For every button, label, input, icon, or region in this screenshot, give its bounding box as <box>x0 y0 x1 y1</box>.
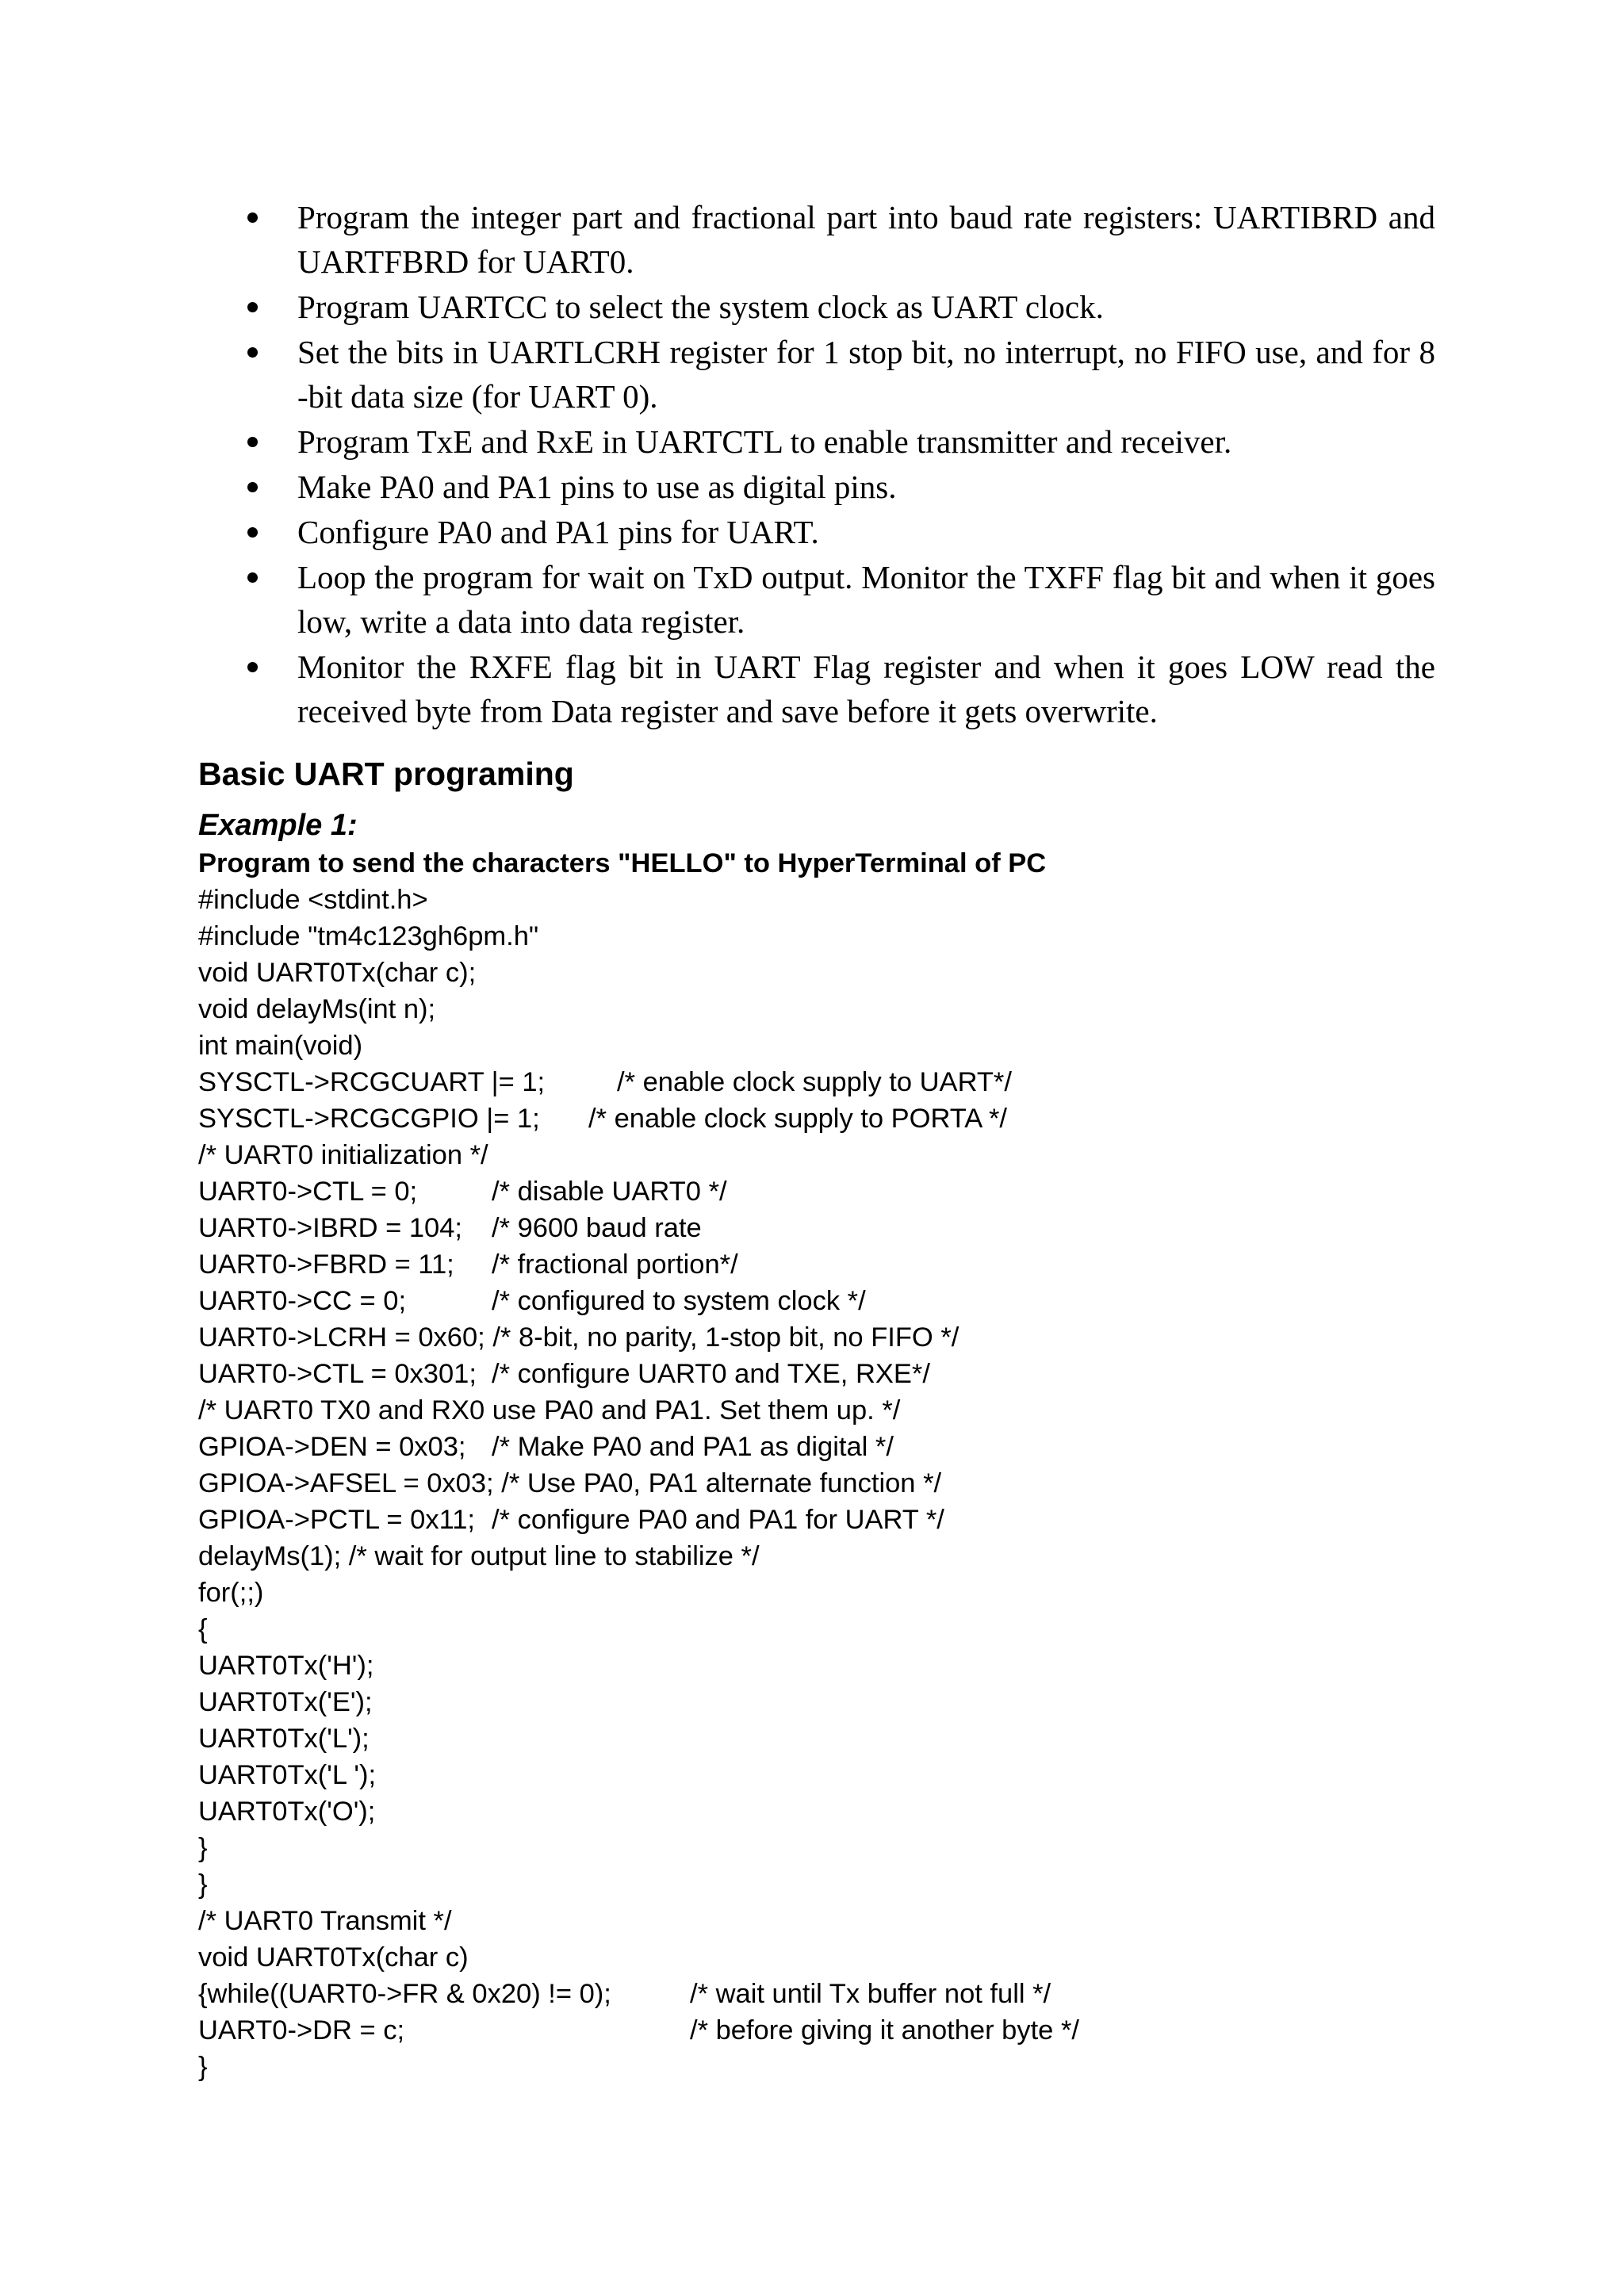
code-text: UART0->IBRD = 104; <box>198 1213 463 1243</box>
bullet-dot-icon <box>247 482 258 492</box>
code-text: UART0->CC = 0; <box>198 1286 407 1316</box>
code-text: } <box>198 1833 208 1863</box>
code-line <box>198 882 1046 918</box>
code-line <box>198 1903 1046 1939</box>
bullet-item <box>198 330 1435 419</box>
code-line <box>198 955 1046 991</box>
code-text: void delayMs(int n); <box>198 994 436 1024</box>
code-line <box>198 1173 1046 1210</box>
code-comment: /* disable UART0 */ <box>492 1177 727 1207</box>
code-text: UART0Tx('E'); <box>198 1687 373 1717</box>
code-text: UART0Tx('O'); <box>198 1797 376 1827</box>
code-text: #include "tm4c123gh6pm.h" <box>198 921 539 951</box>
code-line <box>198 1939 1046 1976</box>
code-text: GPIOA->PCTL = 0x11; <box>198 1505 475 1535</box>
code-text: SYSCTL->RCGCGPIO |= 1; <box>198 1104 540 1134</box>
section-heading: Basic UART programing <box>198 756 574 792</box>
code-text: #include <stdint.h> <box>198 885 428 915</box>
bullet-dot-icon <box>247 347 258 358</box>
code-line <box>198 918 1046 955</box>
code-text: { <box>198 1614 208 1644</box>
code-line <box>198 1976 1051 2012</box>
bullet-text: Make PA0 and PA1 pins to use as digital pins. <box>297 469 897 505</box>
code-text: void UART0Tx(char c) <box>198 1942 469 1973</box>
bullet-dot-icon <box>247 302 258 312</box>
code-text: Program to send the characters "HELLO" to HyperTerminal of PC <box>198 848 1047 878</box>
code-line <box>198 1502 1046 1538</box>
bullet-item <box>198 419 1435 464</box>
code-line <box>198 1210 1046 1246</box>
bullet-text: Loop the program for wait on TxD output. Monitor the TXFF flag bit and when it goes low, write a data into data register. <box>297 559 1435 640</box>
code-comment: /* 9600 baud rate <box>492 1213 702 1243</box>
code-comment: /* wait until Tx buffer not full */ <box>690 1979 1051 2009</box>
code-text: /* UART0 initialization */ <box>198 1140 488 1170</box>
code-line <box>198 1830 1046 1866</box>
code-line <box>198 1793 1046 1830</box>
code-line <box>198 1246 1046 1283</box>
code-line <box>198 2012 1079 2049</box>
bullet-dot-icon <box>247 572 258 583</box>
code-line <box>198 1429 1046 1465</box>
bullet-item <box>198 195 1435 284</box>
bullet-item <box>198 465 1435 509</box>
code-text: } <box>198 2052 208 2082</box>
code-comment: /* before giving it another byte */ <box>690 2015 1079 2045</box>
code-line <box>198 1575 1046 1611</box>
code-text: /* UART0 Transmit */ <box>198 1906 452 1936</box>
code-text: void UART0Tx(char c); <box>198 958 477 988</box>
code-listing <box>198 845 1079 2085</box>
code-line <box>198 1319 1046 1356</box>
code-text: } <box>198 1869 208 1900</box>
code-text: /* UART0 TX0 and RX0 use PA0 and PA1. Set them up. */ <box>198 1395 901 1425</box>
code-comment: /* configure PA0 and PA1 for UART */ <box>492 1505 944 1535</box>
code-line <box>198 1757 1046 1793</box>
bullet-text: Program the integer part and fractional part into baud rate registers: UARTIBRD and UARTFBRD for UART0. <box>297 199 1435 280</box>
code-line <box>198 1392 1046 1429</box>
code-line <box>198 1611 1046 1647</box>
bullet-text: Set the bits in UARTLCRH register for 1 stop bit, no interrupt, no FIFO use, and for 8 -bit data size (for UART 0). <box>297 334 1435 415</box>
code-comment: /* configured to system clock */ <box>492 1286 866 1316</box>
code-line <box>198 1538 1046 1575</box>
code-comment: /* Make PA0 and PA1 as digital */ <box>492 1432 894 1462</box>
code-text: GPIOA->AFSEL = 0x03; /* Use PA0, PA1 alternate function */ <box>198 1468 942 1498</box>
code-line <box>198 1283 1046 1319</box>
code-line <box>198 2049 1046 2085</box>
bullet-text: Program UARTCC to select the system clock as UART clock. <box>297 289 1104 325</box>
code-text: UART0->FBRD = 11; <box>198 1249 454 1280</box>
code-line <box>198 1137 1046 1173</box>
code-line <box>198 1647 1046 1684</box>
code-line <box>198 1720 1046 1757</box>
code-text: SYSCTL->RCGCUART |= 1; <box>198 1067 546 1097</box>
bullet-dot-icon <box>247 212 258 223</box>
code-text: UART0->CTL = 0; <box>198 1177 418 1207</box>
code-line <box>198 1027 1046 1064</box>
example-heading: Example 1: <box>198 809 358 842</box>
code-text: UART0->DR = c; <box>198 2015 405 2045</box>
bullet-item <box>198 555 1435 644</box>
code-comment: /* fractional portion*/ <box>492 1249 738 1280</box>
code-comment: /* enable clock supply to PORTA */ <box>588 1104 1007 1134</box>
bullet-dot-icon <box>247 527 258 538</box>
bullet-text: Monitor the RXFE flag bit in UART Flag register and when it goes LOW read the received byte from Data register and save before it gets overwrite. <box>297 649 1435 729</box>
bullet-item <box>198 645 1435 733</box>
code-comment: /* enable clock supply to UART*/ <box>617 1067 1012 1097</box>
code-text: UART0Tx('H'); <box>198 1651 374 1681</box>
code-text: UART0->CTL = 0x301; <box>198 1359 477 1389</box>
code-line <box>198 1866 1046 1903</box>
bullet-item <box>198 285 1435 329</box>
bullet-list <box>198 195 1435 734</box>
bullet-dot-icon <box>247 437 258 447</box>
code-text: UART0Tx('L'); <box>198 1724 370 1754</box>
code-text: UART0Tx('L '); <box>198 1760 377 1790</box>
code-text: UART0->LCRH = 0x60; /* 8-bit, no parity, 1-stop bit, no FIFO */ <box>198 1322 959 1353</box>
code-line <box>198 1684 1046 1720</box>
code-text: delayMs(1); /* wait for output line to stabilize */ <box>198 1541 760 1571</box>
code-line <box>198 1064 1046 1100</box>
bullet-dot-icon <box>247 662 258 672</box>
code-comment: /* configure UART0 and TXE, RXE*/ <box>492 1359 930 1389</box>
code-line <box>198 1356 1046 1392</box>
bullet-item <box>198 510 1435 554</box>
code-text: {while((UART0->FR & 0x20) != 0); <box>198 1979 611 2009</box>
bullet-text: Configure PA0 and PA1 pins for UART. <box>297 514 819 550</box>
code-text: int main(void) <box>198 1031 363 1061</box>
code-text: GPIOA->DEN = 0x03; <box>198 1432 466 1462</box>
code-line <box>198 1100 1046 1137</box>
code-title <box>198 845 1046 882</box>
bullet-text: Program TxE and RxE in UARTCTL to enable transmitter and receiver. <box>297 423 1232 460</box>
code-text: for(;;) <box>198 1578 264 1608</box>
code-line <box>198 1465 1046 1502</box>
code-line <box>198 991 1046 1027</box>
